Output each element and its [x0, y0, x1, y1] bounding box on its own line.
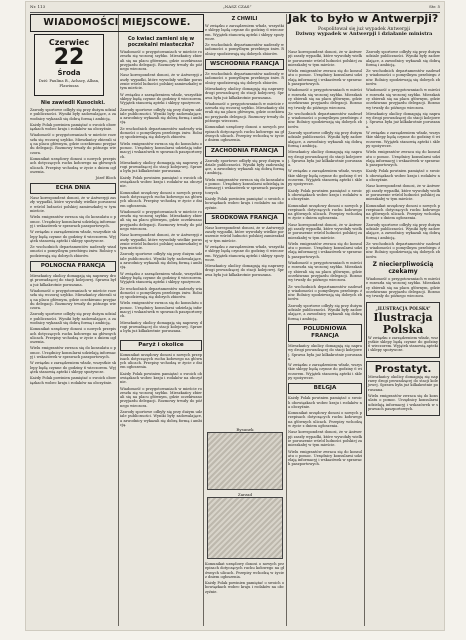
- column-3-bottom: [205, 562, 284, 626]
- article-text: Wielu emigrantów zwraca się do konsulatu o pomoc. Urzędnicy konsularni udzielają informacyj i wskazówek w sprawach paszportowych.: [30, 346, 116, 360]
- section-heading: ZACHODNIA FRANCJA: [205, 146, 284, 157]
- ad-headline: Ilustracja Polska: [373, 310, 433, 336]
- article-text: Mieszkańcy okolicy domagają się naprawy drogi prowadzącej do stacji kolejowej. Sprawa była już kilkakrotnie poruszana.: [120, 320, 202, 334]
- article-text: W związku z zarządzeniem władz, wszystkie sklepy będą czynne do godziny 6 wieczorem. Wyjątek stanowią apteki i sklepy spożywcze.: [205, 24, 284, 41]
- article-text: Ze wschodnich departamentów nadeszły wiadomości o pomyślnym przebiegu żniw. Rolnicy spodziewają się dobrych zbiorów.: [366, 69, 440, 87]
- article-text: Nasz korespondent donosi, że w Antwerpji zaszły wypadki, które wywołały wielkie poruszenie wśród ludności polskiej zamieszkałej w tym mieście.: [288, 50, 362, 67]
- article-text: Wiadomość o przygotowaniach w mieście rozeszła się wczoraj szybko. Mieszkańcy zbierali się na placu głównym, gdzie oczekiwano przyjazdu delegacji. Rozmowy trwały do późnego wieczora.: [30, 133, 116, 155]
- article-text: Wielu emigrantów zwraca się do konsulatu o pomoc. Urzędnicy konsularni udzielają informacyj i wskazówek w sprawach paszportowych.: [120, 141, 202, 159]
- article-text: Wiadomość o przygotowaniach w mieście rozeszła się wczoraj szybko. Mieszkańcy zbierali się na placu głównym, gdzie oczekiwano przyjazdu delegacji. Rozmowy trwały do późnego wieczora.: [120, 50, 202, 72]
- article-text: Każdy Polak powinien pamiętać o swoich obowiązkach wobec kraju i rodaków na obczyźnie.: [288, 188, 362, 202]
- article-text: Ze wschodnich departamentów nadeszły wiadomości o pomyślnym przebiegu żniw. Rolnicy spodziewają się dobrych zbiorów.: [288, 111, 362, 129]
- column-rule: [203, 14, 204, 626]
- section-heading: Z niecierpliwością czekamy: [372, 261, 434, 276]
- article-text: Wielu emigrantów zwraca się do konsulatu o pomoc. Urzędnicy konsularni udzielają informacyj i wskazówek w sprawach paszportowych.: [366, 150, 440, 168]
- section-heading: WSCHODNIA FRANCJA: [205, 59, 284, 70]
- article-text: Wiadomość o przygotowaniach w mieście rozeszła się wczoraj szybko. Mieszkańcy zbierali się na placu głównym, gdzie oczekiwano przyjazdu delegacji. Rozmowy trwały do późnego wieczora.: [366, 88, 440, 110]
- article-text: Każdy Polak powinien pamiętać o swoich obowiązkach wobec kraju i rodaków na obczyźnie.: [366, 169, 440, 183]
- article-text: Komunikat urzędowy donosi o nowych przepisach dotyczących ruchu kołowego na głównych ulicach. Przepisy wchodzą w życie z dniem ogłoszenia.: [205, 562, 284, 579]
- article-text: Każdy Polak powinien pamiętać o swoich obowiązkach wobec kraju i rodaków na obczyźnie.: [30, 122, 116, 132]
- section-heading: POLNOCNA FRANCJA: [30, 261, 116, 272]
- article-text: Nasz korespondent donosi, że w Antwerpji zaszły wypadki, które wywołały wielkie poruszenie wśród ludności polskiej zamieszkałej w tym mieście.: [120, 73, 202, 91]
- ad-text: Mieszkańcy okolicy domagają się naprawy drogi prowadzącej do stacji kolejowej. Sprawa była już kilkakrotnie poruszana.: [368, 374, 438, 392]
- section-heading: BELGJA: [288, 383, 362, 394]
- article-text: Komunikat urzędowy donosi o nowych przepisach dotyczących ruchu kołowego na głównych ulicach. Przepisy wchodzą w życie z dniem ogłoszenia.: [288, 203, 362, 221]
- section-heading: ECHA DNIA: [30, 183, 116, 194]
- article-text: Wielu emigrantów zwraca się do konsulatu o pomoc. Urzędnicy konsularni udzielają informacyj i wskazówek w sprawach paszportowych.: [120, 301, 202, 319]
- article-text: Nasz korespondent donosi, że w Antwerpji zaszły wypadki, które wywołały wielkie poruszenie wśród ludności polskiej zamieszkałej w tym mieście.: [288, 222, 362, 240]
- article-text: Wiadomość o przygotowaniach w mieście rozeszła się wczoraj szybko. Mieszkańcy zbierali się na placu głównym, gdzie oczekiwano przyjazdu delegacji. Rozmowy trwały do późnego wieczora.: [120, 209, 202, 231]
- article-text: Mieszkańcy okolicy domagają się naprawy drogi prowadzącej do stacji kolejowej. Sprawa była już kilkakrotnie poruszana.: [288, 343, 362, 361]
- headline-subtitle-bold: Dziwny wypadek w Antwerpji i działanie ministra: [295, 31, 433, 38]
- advertisement-ilustracja: [366, 302, 440, 358]
- article-text: Wielu emigrantów zwraca się do konsulatu o pomoc. Urzędnicy konsularni udzielają informacyj i wskazówek w sprawach paszportowych.: [205, 177, 284, 195]
- header-center: „NASZ CZAS”: [222, 4, 252, 9]
- article-text: Komunikat urzędowy donosi o nowych przepisach dotyczących ruchu kołowego na głównych ulicach. Przepisy wchodzą w życie z dniem ogłoszenia.: [205, 125, 284, 143]
- article-text: Wiadomość o przygotowaniach w mieście rozeszła się wczoraj szybko. Mieszkańcy zbierali się na placu głównym, gdzie oczekiwano przyjazdu delegacji. Rozmowy trwały do późnego wieczora.: [120, 386, 202, 408]
- ad-text: Wielu emigrantów zwraca się do konsulatu o pomoc. Urzędnicy konsularni udzielają informacyj i wskazówek w sprawach paszportowych.: [368, 393, 438, 411]
- article-text: Nasz korespondent donosi, że w Antwerpji zaszły wypadki, które wywołały wielkie poruszenie wśród ludności polskiej zamieszkałej w tym mieście.: [366, 184, 440, 202]
- article-text: Komunikat urzędowy donosi o nowych przepisach dotyczących ruchu kołowego na głównych ulicach. Przepisy wchodzą w życie z dniem ogłoszenia.: [120, 352, 202, 370]
- section-heading: POLUDNIOWA FRANCJA: [288, 324, 362, 342]
- section-heading: SRODKOWA FRANCJA: [205, 213, 284, 224]
- section-heading: Co kwiaci zamieni się w poczekalni miasteczka?: [127, 36, 195, 48]
- article-text: W związku z zarządzeniem władz, wszystkie sklepy będą czynne do godziny 6 wieczorem. Wyjątek stanowią apteki i sklepy spożywcze.: [366, 131, 440, 148]
- article-text: Komunikat urzędowy donosi o nowych przepisach dotyczących ruchu kołowego na głównych ulicach. Przepisy wchodzą w życie z dniem ogłoszenia.: [30, 156, 116, 174]
- article-text: Wielu emigrantów zwraca się do konsulatu o pomoc. Urzędnicy konsularni udzielają informacyj i wskazówek w sprawach paszportowych.: [30, 215, 116, 228]
- headline-subtitle-line: Pospolitował się już wypadek Antwerpji: [317, 27, 411, 32]
- article-text: W związku z zarządzeniem władz, wszystkie sklepy będą czynne do godziny 6 wieczorem. Wyjątek stanowią apteki i sklepy spożywcze.: [288, 363, 362, 380]
- article-text: Wielu emigrantów zwraca się do konsulatu o pomoc. Urzędnicy konsularni udzielają informacyj i wskazówek w sprawach paszportowych.: [288, 69, 362, 87]
- article-text: Mieszkańcy okolicy domagają się naprawy drogi prowadzącej do stacji kolejowej. Sprawa była już kilkakrotnie poruszana.: [120, 160, 202, 174]
- calendar-month: Czerwiec: [48, 38, 90, 47]
- article-text: Zawody sportowe odbyły się przy dużym udziale publiczności. Wyniki były zadowalające, a zawodnicy wykazali się dobrą formą i ambicją.: [288, 303, 362, 321]
- calendar-day: 22: [53, 45, 85, 70]
- article-text: Mieszkańcy okolicy domagają się naprawy drogi prowadzącej do stacji kolejowej. Sprawa była już kilkakrotnie poruszana.: [205, 264, 284, 277]
- article-text: Wielu emigrantów zwraca się do konsulatu o pomoc. Urzędnicy konsularni udzielają informacyj i wskazówek w sprawach paszportowych.: [288, 449, 362, 467]
- article-text: W związku z zarządzeniem władz, wszystkie sklepy będą czynne do godziny 6 wieczorem. Wyjątek stanowią apteki i sklepy spożywcze.: [30, 361, 116, 374]
- article-text: Ze wschodnich departamentów nadeszły wiadomości o pomyślnym przebiegu żniw. Rolnicy spodziewają się dobrych zbiorów.: [205, 43, 284, 56]
- article-text: Zawody sportowe odbyły się przy dużym udziale publiczności. Wyniki były zadowalające, a zawodnicy wykazali się dobrą formą i ambicją.: [120, 410, 202, 427]
- article-text: Nasz korespondent donosi, że w Antwerpji zaszły wypadki, które wywołały wielkie poruszenie wśród ludności polskiej zamieszkałej w tym mieście.: [288, 430, 362, 448]
- headline-subtitle: [288, 27, 440, 38]
- column-4: [288, 50, 362, 628]
- section-heading: Z CHWILI: [231, 16, 258, 22]
- article-text: Ze wschodnich departamentów nadeszły wiadomości o pomyślnym przebiegu żniw. Rolnicy spodziewają się dobrych zbiorów.: [288, 284, 362, 302]
- main-headline: Jak to było w Antwerpji?: [288, 12, 439, 25]
- article-text: W związku z zarządzeniem władz, wszystkie sklepy będą czynne do godziny 6 wieczorem. Wyjątek stanowią apteki i sklepy spożywcze.: [30, 230, 116, 243]
- article-text: Wiadomość o przygotowaniach w mieście rozeszła się wczoraj szybko. Mieszkańcy zbierali się na placu głównym, gdzie oczekiwano przyjazdu delegacji. Rozmowy trwały do późnego wieczora.: [288, 88, 362, 110]
- column-rule: [364, 202, 365, 626]
- article-text: Każdy Polak powinien pamiętać o swoich obowiązkach wobec kraju i rodaków na obczyźnie.: [120, 175, 202, 189]
- article-text: Wiadomość o przygotowaniach w mieście rozeszła się wczoraj szybko. Mieszkańcy zbierali się na placu głównym, gdzie oczekiwano przyjazdu delegacji. Rozmowy trwały do późnego wieczora.: [288, 261, 362, 283]
- article-text: Ze wschodnich departamentów nadeszły wiadomości o pomyślnym przebiegu żniw. Rolnicy spodziewają się dobrych zbiorów.: [205, 72, 284, 85]
- article-text: Wielu emigrantów zwraca się do konsulatu o pomoc. Urzędnicy konsularni udzielają informacyj i wskazówek w sprawach paszportowych.: [288, 241, 362, 259]
- article-text: Każdy Polak powinien pamiętać o swoich obowiązkach wobec kraju i rodaków na obczyźnie.: [205, 196, 284, 210]
- article-text: W związku z zarządzeniem władz, wszystkie sklepy będą czynne do godziny 6 wieczorem. Wyjątek stanowią apteki i sklepy spożywcze.: [288, 169, 362, 187]
- article-text: Zawody sportowe odbyły się przy dużym udziale publiczności. Wyniki były zadowalające, a zawodnicy wykazali się dobrą formą i ambicją.: [30, 312, 116, 325]
- article-text: Każdy Polak powinien pamiętać o swoich obowiązkach wobec kraju i rodaków na obczyźnie.: [205, 581, 284, 594]
- article-text: W związku z zarządzeniem władz, wszystkie sklepy będą czynne do godziny 6 wieczorem. Wyjątek stanowią apteki i sklepy spożywcze.: [120, 92, 202, 106]
- article-text: Mieszkańcy okolicy domagają się naprawy drogi prowadzącej do stacji kolejowej. Sprawa była już kilkakrotnie poruszana.: [366, 111, 440, 129]
- article-text: Zawody sportowe odbyły się przy dużym udziale publiczności. Wyniki były zadowalające, a zawodnicy wykazali się dobrą formą i ambicją.: [205, 158, 284, 176]
- article-text: Komunikat urzędowy donosi o nowych przepisach dotyczących ruchu kołowego na głównych ulicach. Przepisy wchodzą w życie z dniem ogłoszenia.: [366, 203, 440, 221]
- calendar-weekday: Środa: [57, 69, 81, 77]
- header-left: Nr. 113: [30, 4, 46, 9]
- article-text: Komunikat urzędowy donosi o nowych przepisach dotyczących ruchu kołowego na głównych ulicach. Przepisy wchodzą w życie z dniem ogłoszenia.: [30, 327, 116, 345]
- column-rule: [118, 14, 119, 626]
- article-text: Ze wschodnich departamentów nadeszły wiadomości o pomyślnym przebiegu żniw. Rolnicy spodziewają się dobrych zbiorów.: [366, 241, 440, 259]
- signature: Józef Bloch: [95, 176, 116, 181]
- article-text: Zawody sportowe odbyły się przy dużym udziale publiczności. Wyniki były zadowalające, a zawodnicy wykazali się dobrą formą i ambicją.: [30, 108, 116, 121]
- illustration-image: [207, 492, 283, 559]
- header-right: Str. 5: [429, 4, 440, 9]
- article-text: Nasz korespondent donosi, że w Antwerpji zaszły wypadki, które wywołały wielkie poruszenie wśród ludności polskiej zamieszkałej w tym mieście.: [30, 196, 116, 214]
- article-text: Każdy Polak powinien pamiętać o swoich obowiązkach wobec kraju i rodaków na obczyźnie.: [120, 371, 202, 385]
- article-text: Zawody sportowe odbyły się przy dużym udziale publiczności. Wyniki były zadowalające, a zawodnicy wykazali się dobrą formą i ambicją.: [288, 131, 362, 148]
- article-text: Ze wschodnich departamentów nadeszły wiadomości o pomyślnym przebiegu żniw. Rolnicy spodziewają się dobrych zbiorów.: [120, 286, 202, 300]
- article-text: Nasz korespondent donosi, że w Antwerpji zaszły wypadki, które wywołały wielkie poruszenie wśród ludności polskiej zamieszkałej w tym mieście.: [205, 225, 284, 243]
- article-text: Ze wschodnich departamentów nadeszły wiadomości o pomyślnym przebiegu żniw. Rolnicy spodziewają się dobrych zbiorów.: [30, 245, 116, 258]
- article-text: Komunikat urzędowy donosi o nowych przepisach dotyczących ruchu kołowego na głównych ulicach. Przepisy wchodzą w życie z dniem ogłoszenia.: [120, 190, 202, 208]
- image-caption: Rysunek: [236, 427, 254, 432]
- article-text: Mieszkańcy okolicy domagają się naprawy drogi prowadzącej do stacji kolejowej. Sprawa była już kilkakrotnie poruszana.: [288, 150, 362, 168]
- advertisement-prostatyt: [366, 361, 440, 416]
- section-heading: Nie zawiedli Kusociski.: [40, 100, 106, 106]
- section-heading: Paryż i okolice: [120, 340, 202, 351]
- article-text: Każdy Polak powinien pamiętać o swoich obowiązkach wobec kraju i rodaków na obczyźnie.: [288, 396, 362, 409]
- ad-headline: Prostatyt.: [374, 363, 432, 375]
- article-text: Mieszkańcy okolicy domagają się naprawy drogi prowadzącej do stacji kolejowej. Sprawa była już kilkakrotnie poruszana.: [30, 274, 116, 287]
- article-text: Zawody sportowe odbyły się przy dużym udziale publiczności. Wyniki były zadowalające, a zawodnicy wykazali się dobrą formą i ambicją.: [120, 107, 202, 125]
- illustration-image: [207, 427, 283, 490]
- ad-title: „ILUSTRACJA POLSKA”: [375, 305, 431, 311]
- column-1: [30, 98, 116, 628]
- article-text: Wiadomość o przygotowaniach w mieście rozeszła się wczoraj szybko. Mieszkańcy zbierali się na placu głównym, gdzie oczekiwano przyjazdu delegacji. Rozmowy trwały do późnego wieczora.: [205, 101, 284, 124]
- article-text: Zawody sportowe odbyły się przy dużym udziale publiczności. Wyniki były zadowalające, a zawodnicy wykazali się dobrą formą i ambicją.: [120, 252, 202, 270]
- ad-text: W związku z zarządzeniem władz, wszystkie sklepy będą czynne do godziny 6 wieczorem. Wyjątek stanowią apteki i sklepy spożywcze.: [368, 335, 438, 353]
- article-text: Zawody sportowe odbyły się przy dużym udziale publiczności. Wyniki były zadowalające, a zawodnicy wykazali się dobrą formą i ambicją.: [366, 222, 440, 240]
- calendar-box: [34, 34, 104, 96]
- article-text: Wiadomość o przygotowaniach w mieście rozeszła się wczoraj szybko. Mieszkańcy zbierali się na placu głównym, gdzie oczekiwano przyjazdu delegacji. Rozmowy trwały do późnego wieczora.: [30, 288, 116, 311]
- article-text: Mieszkańcy okolicy domagają się naprawy drogi prowadzącej do stacji kolejowej. Sprawa była już kilkakrotnie poruszana.: [205, 86, 284, 100]
- article-text: Ze wschodnich departamentów nadeszły wiadomości o pomyślnym przebiegu żniw. Rolnicy spodziewają się dobrych zbiorów.: [120, 126, 202, 140]
- section-banner: WIADOMOŚCI MIEJSCOWE.: [30, 14, 204, 32]
- column-5: [366, 50, 440, 628]
- newspaper-page: [26, 2, 444, 630]
- article-text: W związku z zarządzeniem władz, wszystkie sklepy będą czynne do godziny 6 wieczorem. Wyjątek stanowią apteki i sklepy spożywcze.: [205, 244, 284, 262]
- article-text: Zawody sportowe odbyły się przy dużym udziale publiczności. Wyniki były zadowalające, a zawodnicy wykazali się dobrą formą i ambicją.: [366, 50, 440, 67]
- column-2: [120, 34, 202, 628]
- article-text: Wiadomość o przygotowaniach w mieście rozeszła się wczoraj szybko. Mieszkańcy zbierali się na placu głównym, gdzie oczekiwano przyjazdu delegacji. Rozmowy trwały do późnego wieczora.: [366, 277, 440, 299]
- image-caption: Zarzad: [237, 492, 253, 497]
- article-text: W związku z zarządzeniem władz, wszystkie sklepy będą czynne do godziny 6 wieczorem. Wyjątek stanowią apteki i sklepy spożywcze.: [120, 271, 202, 285]
- article-text: Nasz korespondent donosi, że w Antwerpji zaszły wypadki, które wywołały wielkie poruszenie wśród ludności polskiej zamieszkałej w tym mieście.: [120, 233, 202, 251]
- article-text: Każdy Polak powinien pamiętać o swoich obowiązkach wobec kraju i rodaków na obczyźnie.: [30, 376, 116, 385]
- column-rule: [286, 14, 287, 626]
- calendar-note: Dziś: Paulina B., Achacy, Alban, Flawiusza: [38, 78, 100, 88]
- article-text: Komunikat urzędowy donosi o nowych przepisach dotyczących ruchu kołowego na głównych ulicach. Przepisy wchodzą w życie z dniem ogłoszenia.: [288, 411, 362, 429]
